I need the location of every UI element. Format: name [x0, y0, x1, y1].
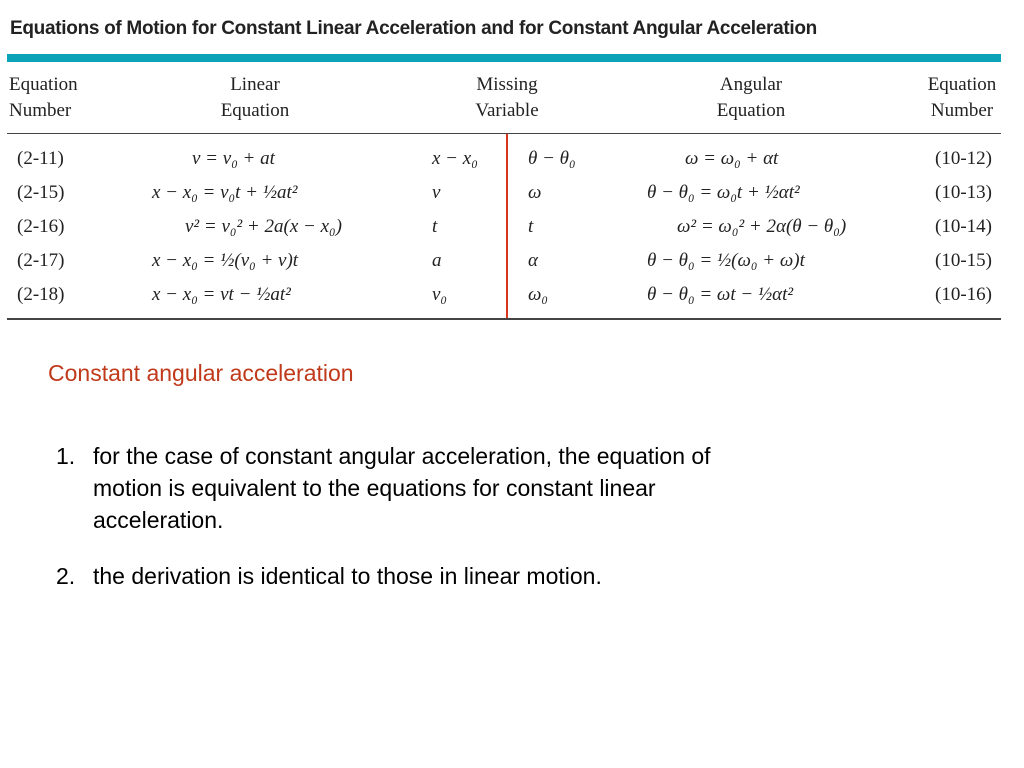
header-line: Linear: [230, 74, 280, 95]
row-0-right-number: (10-12): [935, 148, 992, 169]
row-4-missing-linear: v₀: [432, 284, 448, 305]
header-line: Equation: [9, 74, 78, 95]
list-text: the derivation is identical to those in linear motion.: [93, 563, 602, 589]
row-4-missing-angular: ω₀: [528, 284, 549, 305]
header-line: Missing: [476, 74, 538, 95]
header-line: Number: [9, 100, 72, 121]
row-2-linear-equation: v² = v₀² + 2a(x − x₀): [185, 216, 342, 237]
header-equation-number-right: [924, 72, 1000, 124]
row-1-left-number: (2-15): [17, 182, 65, 203]
row-4-linear-equation: x − x₀ = vt − ½at²: [152, 284, 291, 305]
header-line: Equation: [220, 100, 290, 121]
list-text: for the case of constant angular acceleration, the equation of motion is equivalent to the equations for constant linear acceleration.: [93, 443, 711, 533]
row-1-angular-equation: θ − θ₀ = ω₀t + ½αt²: [647, 182, 800, 203]
row-2-angular-equation: ω² = ω₀² + 2α(θ − θ₀): [677, 216, 847, 237]
row-3-angular-equation: θ − θ₀ = ½(ω₀ + ω)t: [647, 250, 805, 271]
header-line: Equation: [927, 74, 997, 95]
bottom-rule: [7, 318, 1001, 320]
row-2-missing-linear: t: [432, 216, 438, 237]
row-1-missing-angular: ω: [528, 182, 542, 203]
row-2-missing-angular: t: [528, 216, 534, 237]
row-0-left-number: (2-11): [17, 148, 64, 169]
header-line: Number: [930, 100, 994, 121]
row-1-missing-linear: v: [432, 182, 441, 203]
row-1-right-number: (10-13): [935, 182, 992, 203]
row-0-linear-equation: v = v₀ + at: [192, 148, 275, 169]
row-4-angular-equation: θ − θ₀ = ωt − ½αt²: [647, 284, 794, 305]
row-0-missing-linear: x − x₀: [432, 148, 478, 169]
title-rule: [7, 54, 1001, 62]
list-number: 2.: [56, 563, 76, 589]
equations-table: [7, 62, 1001, 319]
row-2-left-number: (2-16): [17, 216, 65, 237]
row-3-missing-angular: α: [528, 250, 538, 271]
section-subtitle: Constant angular acceleration: [48, 360, 354, 386]
row-3-linear-equation: x − x₀ = ½(v₀ + v)t: [152, 250, 299, 271]
header-angular-equation: [711, 72, 791, 124]
table-title: Equations of Motion for Constant Linear Acceleration and for Constant Angular Acceleration: [10, 18, 817, 39]
header-rule: [7, 133, 1001, 134]
header-equation-number-left: [9, 72, 78, 124]
header-line: Angular: [719, 74, 783, 95]
row-3-left-number: (2-17): [17, 250, 65, 271]
row-0-angular-equation: ω = ω₀ + αt: [685, 148, 779, 169]
missing-variable-divider: [506, 134, 508, 319]
row-2-right-number: (10-14): [935, 216, 992, 237]
row-4-left-number: (2-18): [17, 284, 65, 305]
list-number: 1.: [56, 443, 76, 469]
header-line: Variable: [475, 100, 539, 121]
row-4-right-number: (10-16): [935, 284, 992, 305]
row-1-linear-equation: x − x₀ = v₀t + ½at²: [152, 182, 298, 203]
row-0-missing-angular: θ − θ₀: [528, 148, 576, 169]
header-missing-variable: [467, 72, 547, 124]
row-3-right-number: (10-15): [935, 250, 992, 271]
header-linear-equation: [220, 72, 290, 124]
header-line: Equation: [716, 100, 786, 121]
row-3-missing-linear: a: [432, 250, 442, 271]
